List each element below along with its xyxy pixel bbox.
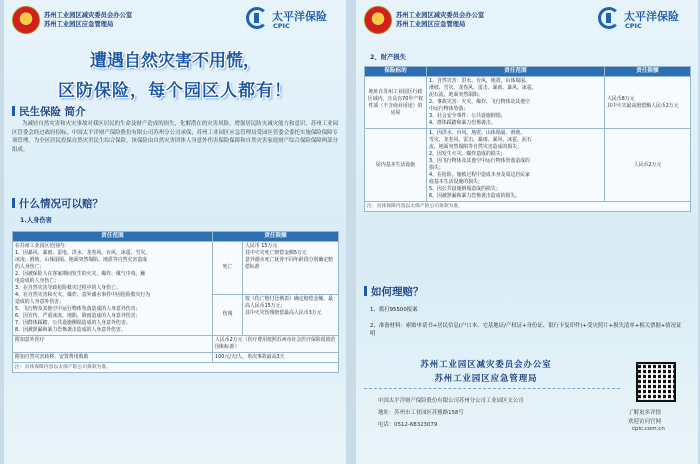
list-item: 6、因被泄漏和暴力恐怖袭击造成的损失。	[429, 193, 521, 199]
cpic-logo	[246, 5, 342, 35]
list-item: 6、因宣传、严重冰冻、地陷、降雨造成的人身意外伤害；	[15, 313, 141, 319]
org-name-line2: 苏州工业园区应急管理局	[44, 21, 114, 28]
personal-injury-table	[12, 231, 339, 373]
cpic-logo	[598, 5, 694, 35]
list-item: 流、地面突然塌陷等自然灾害造成的损失；	[429, 144, 522, 150]
contact-company: 中国太平洋财产保险股份有限公司苏州分公司工业园区支公司	[378, 398, 524, 404]
cpic-logo-icon	[598, 7, 620, 29]
list-item: 1、因洪水、台风、地震、山体塌崩、滑坡、	[429, 130, 526, 136]
death-limit: 人民币 15万元 其中火灾死亡赔偿金额5万元 意外溺水死亡抚养不同年龄段分别确定赔偿标准	[243, 242, 339, 295]
contact-phone: 电话：0512-68323079	[378, 422, 438, 428]
section-title-intro: 民生保险 简介	[12, 104, 86, 119]
medical-limit: 人民币2万元（医疗费用按照苏州市社会医疗保险报销范围和标准）	[213, 336, 339, 353]
contact-address: 地址：苏州市工业园区苏雅路158号	[378, 410, 464, 416]
list-item: 损失；	[429, 165, 444, 171]
medical-label: 附加意外医疗	[13, 336, 213, 353]
divider	[364, 388, 620, 389]
list-item: 3、因飞行物体及其他空中运行物体坠落造成的	[429, 158, 530, 164]
qr-caption-2: 欢迎访问官网	[628, 419, 662, 425]
row2-limit: 人民币2万元	[605, 129, 691, 202]
list-item: 4、在抢险、施救过程中造成本身及周边居民家	[429, 172, 530, 178]
brand-name-en: CPIC	[273, 22, 290, 30]
qr-code-icon[interactable]	[636, 362, 676, 402]
list-item: 雪灾、龙卷风、雷击、暴雨、暴风、冰雹、泥石	[429, 137, 532, 143]
brand-name-en: CPIC	[625, 22, 642, 30]
section-title-coverage: 什么情况可以赔？	[12, 196, 103, 211]
list-item: 1、因暴风、暴雨、雷电、洪水、龙卷风、台风、冰雹、雪灾、	[15, 250, 151, 256]
row1-object: 地址在苏州工业园区行政区域内，且具有70年产权性质（不含商业用途）的房屋	[365, 77, 427, 129]
org-name-line1: 苏州工业园区减灾委员会办公室	[396, 12, 485, 19]
list-item: 5、因公共设施倒塌造成的损失；	[429, 186, 501, 192]
list-item: 4、群体踩踏和暴力恐怖袭击。	[429, 120, 496, 126]
brand-name-cn: 太平洋保险	[624, 10, 679, 23]
org-name-line2: 苏州工业园区应急管理局	[396, 21, 466, 28]
footer-org-line2: 苏州工业园区应急管理局	[434, 373, 538, 383]
list-item: 泥石流、地面突然塌陷；	[429, 92, 483, 98]
list-item: 1、自然灾害：洪水、台风、地震、山体塌崩、	[429, 78, 530, 84]
footer-org-line1: 苏州工业园区减灾委员会办公室	[420, 359, 552, 369]
left-header	[4, 0, 346, 42]
slogan-line1: 遭遇自然灾害不用慌，	[90, 51, 260, 71]
right-flyer-page	[356, 0, 698, 464]
intro-paragraph: 为减轻自然灾害和火灾事故对我区居民的生命及财产造成的损失，化解潜在的灾害风险，增强居民防灾减灾能力和意识，苏州工业园区管委会经过政府招标，中国太平洋财产保险股份有限公司苏州分公司承保，苏州工业园区应急管理局受园区管委会委托实施保险保障专项管理，为全区居民投保自然灾害民生综合保险，该保险由自然灾害团体人身意外伤害保险保障和自然灾害家庭财产综合保险保障两部分组成。	[12, 121, 338, 153]
row1-scope	[427, 77, 605, 129]
list-item: 8、因被泄漏和暴力恐怖袭击造成的人身意外伤害。	[15, 327, 126, 333]
scope-intro: 在苏州工业园区范围内：	[15, 243, 69, 249]
list-item: 中运行物体坠落；	[429, 106, 469, 112]
injury-limit: 按《伤亡赔付比例表》确定赔偿金额，最高人民币15万元； 其中火灾伤残赔偿最高人民币3万元	[243, 294, 339, 335]
org-name-line1: 苏州工业园区减灾委员会办公室	[44, 12, 133, 19]
government-emblem-icon	[364, 6, 392, 34]
transfer-label: 附加自然灾害转移、安置费用救助	[13, 353, 213, 363]
qr-url[interactable]: cpic.com.cn	[632, 426, 665, 432]
list-item: 造成的人身意外伤害；	[15, 299, 64, 305]
list-item: 7、因群体踩踏、公共设施侧塌造成的人身意外伤害；	[15, 320, 131, 326]
table-header-scope: 责任范围	[427, 67, 605, 77]
table-header-limit: 责任限额	[605, 67, 691, 77]
list-item: 的人身伤亡；	[15, 264, 45, 270]
left-flyer-page	[4, 0, 346, 464]
claim-step-1: 1、拨打95500报案	[370, 307, 418, 313]
brand-name-cn: 太平洋保险	[272, 10, 327, 23]
table-header-object: 保险标的	[365, 67, 427, 77]
table-note: 注：具体保障内容以太保产险公司条款为准。	[13, 363, 339, 373]
section-title-claims: 如何理赔？	[364, 284, 424, 299]
property-loss-table	[364, 66, 691, 212]
table-header-limit: 责任限额	[213, 232, 339, 242]
list-item: 2、因被保险人在客家期间发生的火灾、爆炸、煤气中毒、触	[15, 271, 146, 277]
right-header	[356, 0, 698, 42]
list-item: 庭基本生活设施的损失；	[429, 179, 483, 185]
row2-object: 屋内基本生活设施	[365, 129, 427, 202]
list-item: 2、因发生火灾、爆炸造成的损失；	[429, 151, 506, 157]
list-item: 3、在自然灾害导致抢险救灾过程中的人身伤亡；	[15, 285, 121, 291]
table-header-scope: 责任范围	[13, 232, 213, 242]
list-item: 电造成的人身伤亡；	[15, 278, 60, 284]
slogan-line2: 区防保险，每个园区人都有！	[58, 81, 292, 101]
subsection-personal-injury: 1.人身伤害	[20, 217, 52, 224]
row2-scope	[427, 129, 605, 202]
injury-label: 伤残	[213, 294, 243, 335]
list-item: 2、事故灾害：火灾、爆炸、飞行物体及其他空	[429, 99, 530, 105]
transfer-limit: 100元/天/人，单次事故最高3天	[213, 353, 339, 363]
subsection-property-loss: 2、财产损失	[370, 54, 406, 61]
list-item: 冰凌、滑坡、山体崩塌、地面突然塌陷、地震等自然灾害造成	[15, 257, 148, 263]
cpic-logo-icon	[246, 7, 268, 29]
list-item: 5、飞行物及其他空中运行物体坠落造成的人身意外伤害；	[15, 306, 141, 312]
coverage-scope-cell	[13, 242, 213, 336]
government-emblem-icon	[12, 6, 40, 34]
table-note: 注：具体保障内容以太保产险公司条款为准。	[365, 202, 691, 212]
row1-limit: 人民币8万元 其中火灾最高赔偿额人民币2万元	[605, 77, 691, 129]
death-label: 死亡	[213, 242, 243, 295]
claim-step-2: 2、准备材料：索赔申请书+居民信息(户口本、宅基地证/产权证+身份证、银行卡复印件)+受灾照片+损失清单+相关票据+情况证明	[370, 323, 682, 338]
list-item: 滑坡、雪灾、龙卷风、雷击、暴雨、暴风、冰雹、	[429, 85, 537, 91]
qr-caption: 了解更多详情	[628, 410, 662, 416]
list-item: 3、社会安全事件：公共设施倒塌；	[429, 113, 506, 119]
list-item: 4、在自然灾害和火灾、爆炸、意外溺水事件中因抢险救灾行为	[15, 292, 151, 298]
